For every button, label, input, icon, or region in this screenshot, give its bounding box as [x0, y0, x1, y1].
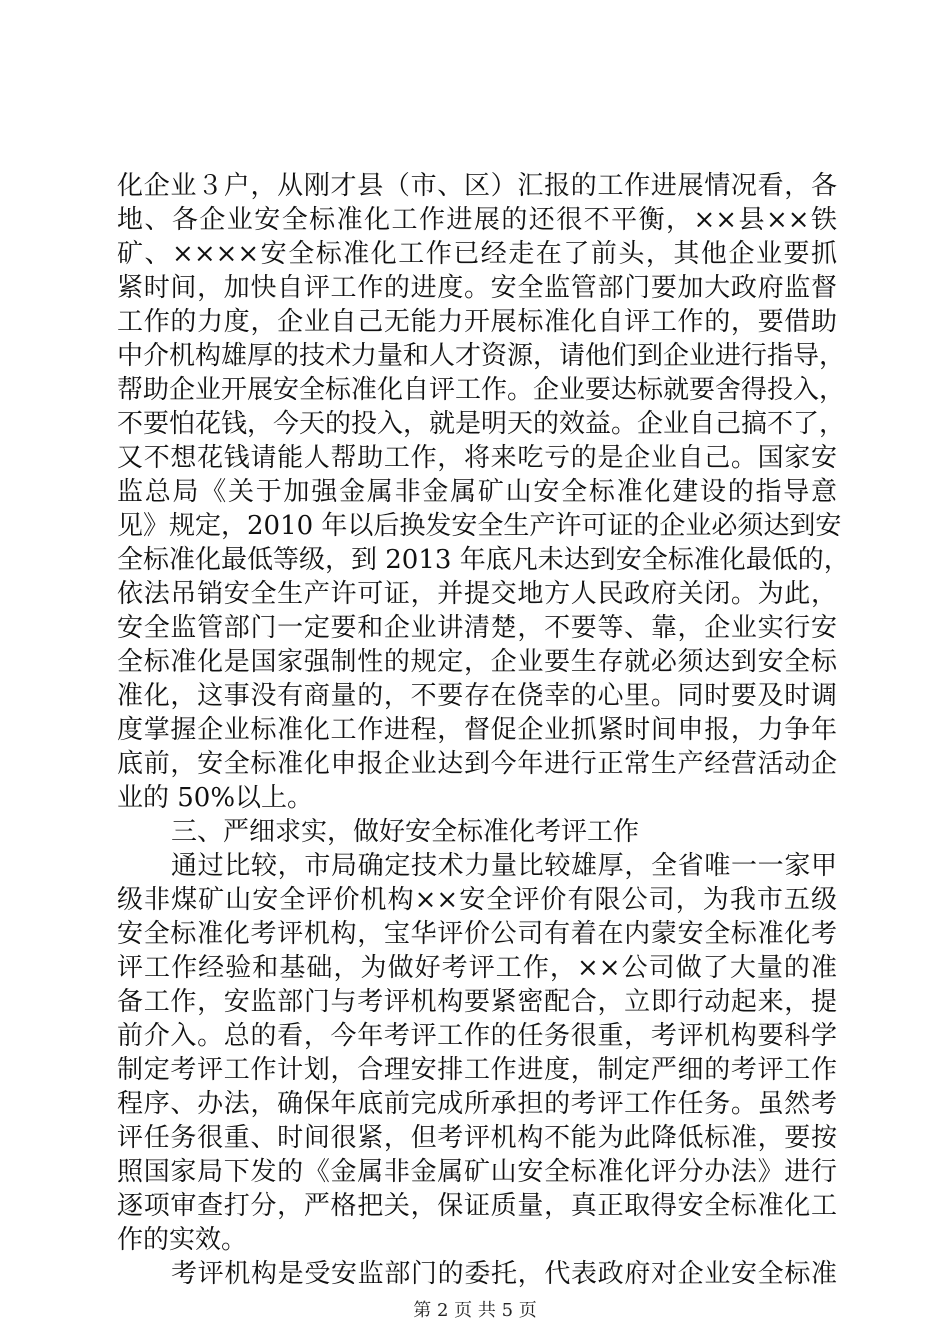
- body-text-line: 底前，安全标准化申报企业达到今年进行正常生产经营活动企: [117, 749, 837, 779]
- body-text-line: 前介入。总的看，今年考评工作的任务很重，考评机构要科学: [117, 1021, 837, 1051]
- body-text-line: 程序、办法，确保年底前完成所承担的考评工作任务。虽然考: [117, 1089, 837, 1119]
- body-text-line: 级非煤矿山安全评价机构××安全评价有限公司，为我市五级: [117, 885, 837, 915]
- body-text-line: 逐项审查打分，严格把关，保证质量，真正取得安全标准化工: [117, 1191, 837, 1221]
- body-text-line: 准化，这事没有商量的，不要存在侥幸的心里。同时要及时调: [117, 681, 837, 711]
- body-text-line: 通过比较，市局确定技术力量比较雄厚，全省唯一一家甲: [171, 851, 837, 881]
- body-text-line: 又不想花钱请能人帮助工作，将来吃亏的是企业自己。国家安: [117, 443, 837, 473]
- page-footer: 第 2 页 共 5 页: [413, 1300, 537, 1321]
- body-text-line: 考评机构是受安监部门的委托，代表政府对企业安全标准: [171, 1259, 837, 1289]
- body-text-line: 业的 50%以上。: [117, 783, 314, 813]
- body-text-line: 不要怕花钱，今天的投入，就是明天的效益。企业自己搞不了，: [117, 409, 846, 439]
- body-text-line: 安全监管部门一定要和企业讲清楚，不要等、靠，企业实行安: [117, 613, 837, 643]
- body-text-line: 紧时间，加快自评工作的进度。安全监管部门要加大政府监督: [117, 273, 837, 303]
- body-text-line: 矿、××××安全标准化工作已经走在了前头，其他企业要抓: [117, 239, 837, 269]
- body-text-line: 安全标准化考评机构，宝华评价公司有着在内蒙安全标准化考: [117, 919, 837, 949]
- body-text-line: 照国家局下发的《金属非金属矿山安全标准化评分办法》进行: [117, 1157, 837, 1187]
- section-heading: 三、严细求实，做好安全标准化考评工作: [171, 817, 640, 847]
- body-text-line: 评工作经验和基础，为做好考评工作，××公司做了大量的准: [117, 953, 837, 983]
- body-text-line: 全标准化最低等级，到 2013 年底凡未达到安全标准化最低的，: [117, 545, 850, 575]
- body-text-line: 化企业３户，从刚才县（市、区）汇报的工作进展情况看，各: [117, 171, 837, 201]
- body-text-line: 全标准化是国家强制性的规定，企业要生存就必须达到安全标: [117, 647, 837, 677]
- body-text-line: 工作的力度，企业自己无能力开展标准化自评工作的，要借助: [117, 307, 837, 337]
- body-text-line: 见》规定，2010 年以后换发安全生产许可证的企业必须达到安: [117, 511, 842, 541]
- body-text-line: 中介机构雄厚的技术力量和人才资源，请他们到企业进行指导，: [117, 341, 846, 371]
- body-text-line: 帮助企业开展安全标准化自评工作。企业要达标就要舍得投入，: [117, 375, 846, 405]
- body-text-line: 备工作，安监部门与考评机构要紧密配合，立即行动起来，提: [117, 987, 837, 1017]
- body-text-line: 度掌握企业标准化工作进程，督促企业抓紧时间申报，力争年: [117, 715, 837, 745]
- body-text-line: 地、各企业安全标准化工作进展的还很不平衡，××县××铁: [117, 205, 837, 235]
- body-text-line: 评任务很重、时间很紧，但考评机构不能为此降低标准，要按: [117, 1123, 837, 1153]
- body-text-line: 作的实效。: [117, 1225, 248, 1255]
- body-text-line: 制定考评工作计划，合理安排工作进度，制定严细的考评工作: [117, 1055, 837, 1085]
- body-text-line: 监总局《关于加强金属非金属矿山安全标准化建设的指导意: [117, 477, 837, 507]
- body-text-line: 依法吊销安全生产许可证，并提交地方人民政府关闭。为此，: [117, 579, 837, 609]
